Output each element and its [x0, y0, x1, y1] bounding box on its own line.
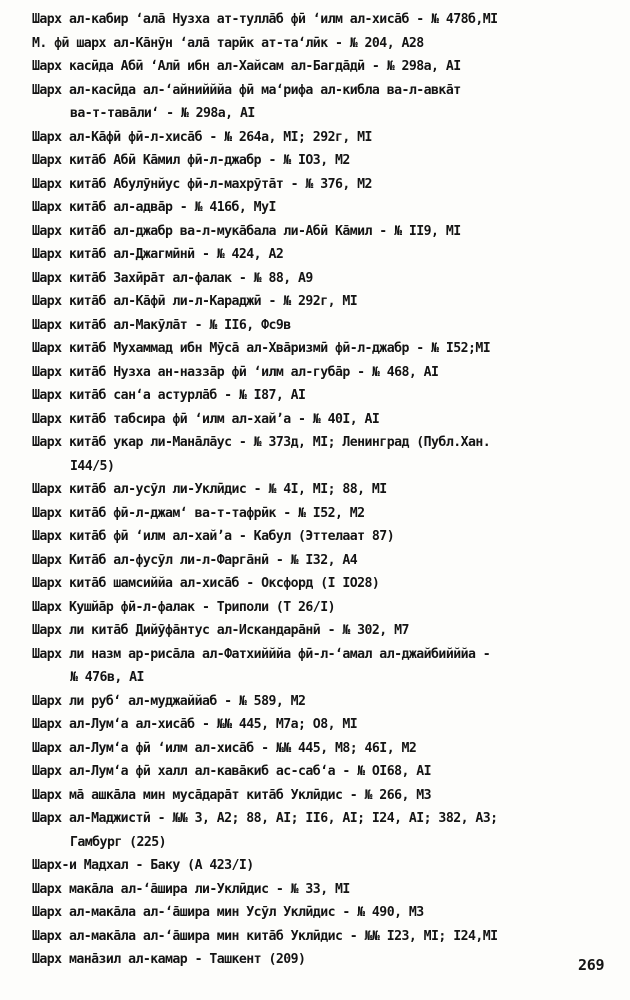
- entry-line: Шарх Китāб ал-фусӯл ли-л-Фаргāнӣ - № I32, А4: [32, 552, 358, 568]
- entry-line: Шарх китāб табсира фӣ ʻилм ал-хайʼа - № 40I, AI: [32, 411, 380, 427]
- entry-continuation-line: I44/5): [70, 458, 115, 474]
- entry-line: Шарх мā ашкāла мин мусāдарāт китāб Уклӣдис - № 266, М3: [32, 787, 432, 803]
- entry-line: Шарх китāб Мухаммад ибн Мӯсā ал-Хвāризмӣ фӣ-л-джабр - № I52;MI: [32, 341, 491, 356]
- page-number: 269: [578, 956, 605, 974]
- entry-continuation-line: № 476в, AI: [70, 670, 144, 685]
- entry-line: Шарх китāб фӣ-л-джамʻ ва-т-тафрӣк - № I52, М2: [32, 505, 365, 521]
- entry-line: Шарх Кушйāр фӣ-л-фалак - Триполи (Т 26/I): [32, 599, 335, 615]
- entry-line: Шарх ал-макāла ал-ʻāшира мин Усӯл Уклӣдис - № 490, М3: [32, 905, 424, 920]
- entry-line: Шарх макāла ал-ʻāшира ли-Уклӣдис - № 33, MI: [32, 881, 350, 897]
- entry-line: Шарх китāб фӣ ʻилм ал-хайʼа - Кабул (Эттелаат 87): [32, 529, 395, 544]
- entry-line: Шарх ал-кабир ʻалā Нузха ат-туллāб фӣ ʻилм ал-хисāб - № 478б,MI: [32, 12, 498, 27]
- entry-line: Шарх китāб укар ли-Манāлāус - № 373д, MI; Ленинград (Публ.Хан.: [32, 435, 491, 450]
- entry-line: Шарх ал-Кāфӣ фӣ-л-хисāб - № 264а, MI; 292г, MI: [32, 129, 372, 145]
- bibliography-entries: [32, 8, 622, 972]
- entry-line: Шарх китāб ал-Кāфӣ ли-л-Караджӣ - № 292г, MI: [32, 294, 358, 309]
- entry-line: Шарх ал-макāла ал-ʻāшира мин китāб Уклӣдис - №№ I23, MI; I24,MI: [32, 928, 498, 944]
- entry-line: Шарх манāзил ал-камар - Ташкент (209): [32, 952, 306, 967]
- entry-line: Шарх-и Мадхал - Баку (А 423/I): [32, 858, 254, 873]
- entry-line: Шарх китāб Нузха ан-наззāр фӣ ʻилм ал-губāр - № 468, AI: [32, 364, 439, 380]
- entry-line: Шарх ли назм ар-рисāла ал-Фатхийййа фӣ-л-ʻамал ал-джайбийййа -: [32, 646, 491, 662]
- entry-line: Шарх китāб ал-Макӯлāт - № II6, Фс9в: [32, 317, 291, 333]
- entry-line: М. фӣ шарх ал-Кāнӯн ʻалā тарӣк ат-таʻлӣк - № 204, А28: [32, 35, 424, 51]
- entry-line: Шарх китāб ал-адвāр - № 416б, МуI: [32, 200, 276, 215]
- entry-line: Шарх китāб ал-Джагмӣнӣ - № 424, А2: [32, 247, 284, 262]
- entry-line: Шарх китāб Абӣ Кāмил фӣ-л-джабр - № IO3, М2: [32, 153, 350, 168]
- entry-line: Шарх ли китāб Дийӯфāнтус ал-Искандарāнӣ - № 302, М7: [32, 623, 409, 638]
- entry-line: Шарх касӣда Абӣ ʻАлӣ ибн ал-Хайсам ал-Багдāдӣ - № 298а, AI: [32, 59, 461, 74]
- entry-line: Шарх ал-Лумʻа фӣ ʻилм ал-хисāб - №№ 445, М8; 46I, М2: [32, 740, 417, 756]
- entry-line: Шарх китāб Абулӯнйус фӣ-л-махрӯтāт - № 376, М2: [32, 176, 372, 192]
- entry-line: Шарх китāб санʻа астурлāб - № I87, AI: [32, 388, 306, 403]
- entry-continuation-line: ва-т-тавāлиʻ - № 298а, AI: [70, 106, 255, 121]
- entry-line: Шарх ал-касӣда ал-ʻайнийййа фӣ маʻрифа ал-кибла ва-л-авкāт: [32, 82, 461, 98]
- entry-line: Шарх китāб Захӣрāт ал-фалак - № 88, А9: [32, 270, 313, 286]
- entry-line: Шарх ал-Маджистӣ - №№ 3, А2; 88, AI; II6, AI; I24, AI; 382, А3;: [32, 811, 498, 826]
- entry-line: Шарх китāб шамсиййа ал-хисāб - Оксфорд (I IO28): [32, 576, 380, 591]
- entry-continuation-line: Гамбург (225): [70, 834, 167, 850]
- entry-line: Шарх ал-Лумʻа ал-хисāб - №№ 445, М7а; О8, MI: [32, 717, 358, 732]
- entry-line: Шарх китāб ал-джабр ва-л-мукāбала ли-Абӣ Кāмил - № II9, MI: [32, 223, 461, 239]
- entry-line: Шарх ли рубʻ ал-муджаййаб - № 589, М2: [32, 693, 306, 709]
- entry-line: Шарх китāб ал-усӯл ли-Уклӣдис - № 4I, MI; 88, MI: [32, 482, 387, 497]
- entry-line: Шарх ал-Лумʻа фӣ халл ал-кавāкиб ас-сабʻа - № OI68, AI: [32, 764, 432, 779]
